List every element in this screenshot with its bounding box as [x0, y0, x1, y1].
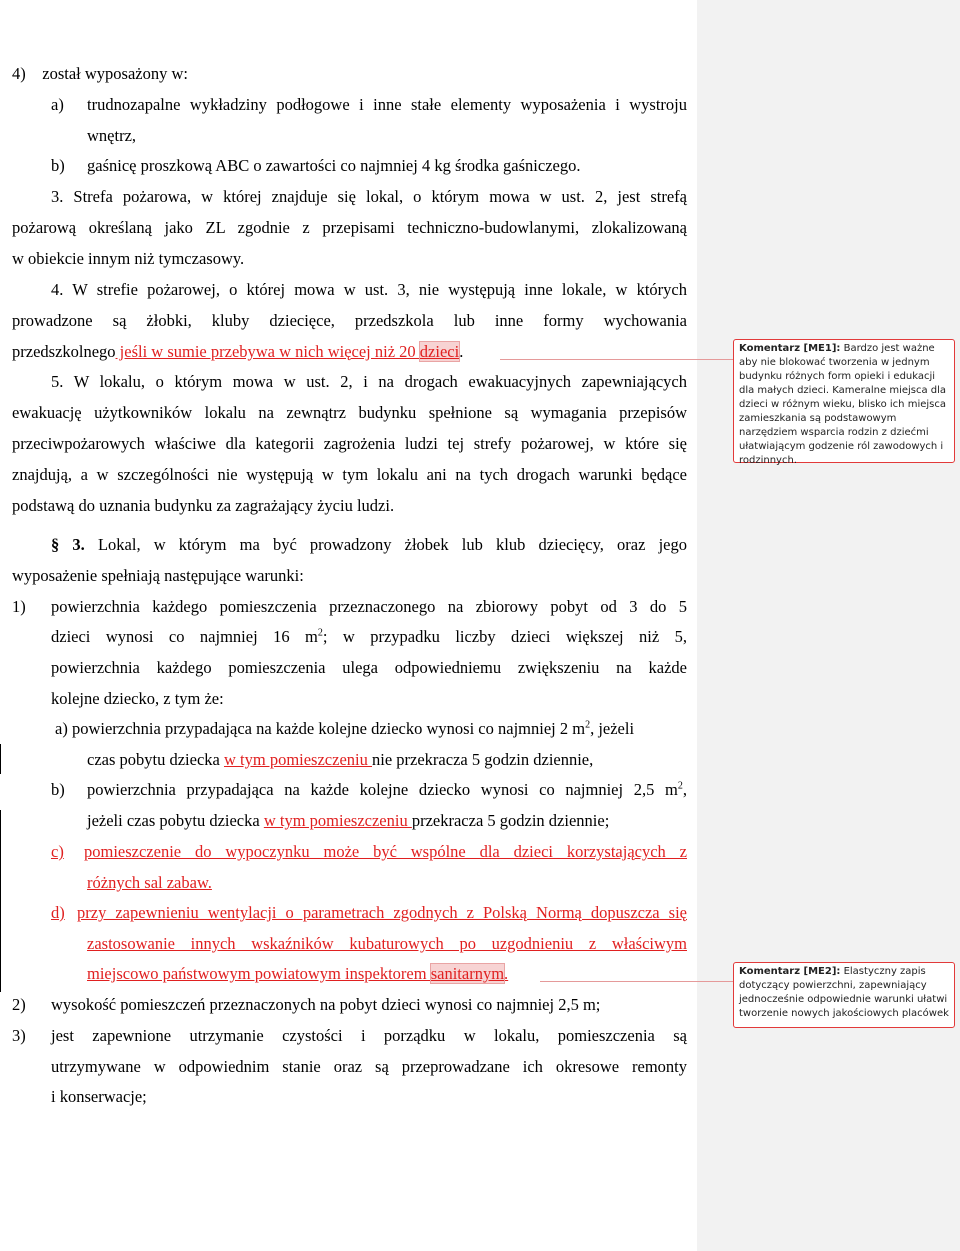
- comment-anchor-me2[interactable]: sanitarnym: [430, 964, 505, 983]
- list-marker-c[interactable]: c): [51, 842, 64, 861]
- list-item-b: gaśnicę proszkową ABC o zawartości co najmniej 4 kg środka gaśniczego.: [87, 156, 581, 175]
- inserted-sub-item-d[interactable]: przy zapewnieniu wentylacji o parametrach zgodnych z Polską Normą dopuszcza się: [77, 903, 687, 922]
- list-item-1-line3: powierzchnia każdego pomieszczenia ulega odpowiedniemu zwiększeniu na każde: [51, 658, 687, 677]
- change-bar: [0, 744, 1, 774]
- text-run: jeżeli czas pobytu dziecka: [87, 811, 264, 830]
- text-run: przedszkolnego: [12, 342, 116, 361]
- list-item-3-line2: utrzymywane w odpowiednim stanie oraz są przeprowadzane ich okresowe remonty: [51, 1057, 687, 1076]
- list-marker-d[interactable]: d): [51, 903, 65, 922]
- list-marker-1: 1): [12, 597, 26, 616]
- sub-item-a-line2: [87, 750, 593, 770]
- list-item-a: trudnozapalne wykładziny podłogowe i inne stałe elementy wyposażenia i wystroju: [87, 95, 687, 114]
- list-marker-b2: b): [51, 780, 65, 799]
- inserted-text[interactable]: w tym pomieszczeniu: [263, 811, 412, 830]
- paragraph-3-line3: w obiekcie innym niż tymczasowy.: [12, 249, 245, 268]
- text-run: , jeżeli: [590, 719, 635, 738]
- paragraph-5-line3: przeciwpożarowych właściwe dla kategorii zagrożenia ludzi tej strefy pożarowej, w które się: [12, 434, 687, 453]
- list-item-1: powierzchnia każdego pomieszczenia przeznaczonego na zbiorowy pobyt od 3 do 5: [51, 597, 687, 616]
- superscript: 2: [677, 780, 683, 792]
- list-marker-2: 2): [12, 995, 26, 1014]
- sub-item-b: [87, 780, 687, 800]
- comment-text: Elastyczny zapis dotyczący powierzchni, zapewniający jednocześnie odpowiednie warunki ułatwi tworzenie nowych jakościowych placówek: [739, 966, 949, 1019]
- sub-item-b-line2: [87, 811, 609, 831]
- list-item-1-line2: [51, 627, 687, 647]
- list-marker-3: 3): [12, 1026, 26, 1045]
- comment-text: Bardzo jest ważne aby nie blokować tworzenia w jednym budynku różnych form opieki i edukacji dla małych dzieci. Kameralne miejsca dla dzieci w różnym wieku, blisko ich miejsca zamieszkania są podstawowym narzędziem wsparcia rodzin z dziećmi ułatwiającym godzenie ról zawodowych i rodzinnych.: [739, 343, 947, 466]
- text-run: nie przekracza 5 godzin dziennie,: [372, 750, 594, 769]
- list-marker-b: b): [51, 156, 65, 175]
- list-item-2: wysokość pomieszczeń przeznaczonych na pobyt dzieci wynosi co najmniej 2,5 m;: [51, 995, 601, 1014]
- list-item-4: 4) został wyposażony w:: [12, 64, 188, 83]
- section-number: § 3.: [51, 535, 85, 554]
- superscript: 2: [317, 627, 323, 639]
- comment-connector-me2: [540, 981, 733, 982]
- text-run: .: [459, 342, 464, 361]
- comment-label: Komentarz [ME2]:: [739, 966, 841, 977]
- text-run: ,: [682, 780, 687, 799]
- paragraph-3-line2: pożarową określaną jako ZL zgodnie z przepisami techniczno-budowlanymi, zlokalizowaną: [12, 218, 687, 237]
- inserted-sub-item-d-line3: [87, 964, 508, 984]
- paragraph-5-line5: podstawą do uznania budynku za zagrażający życiu ludzi.: [12, 496, 395, 515]
- inserted-text[interactable]: miejscowo państwowym powiatowym inspektorem: [87, 964, 431, 983]
- paragraph-4: 4. W strefie pożarowej, o której mowa w ust. 3, nie występują inne lokale, w których: [51, 280, 687, 299]
- comment-balloon-me2[interactable]: [733, 962, 955, 1028]
- comment-label: Komentarz [ME1]:: [739, 343, 841, 354]
- section-3-heading: [51, 535, 687, 555]
- inserted-text[interactable]: w tym pomieszczeniu: [223, 750, 372, 769]
- text-run: powierzchnia przypadająca na każde kolejne dziecko wynosi co najmniej 2,5 m: [87, 780, 678, 799]
- inserted-text[interactable]: .: [504, 964, 509, 983]
- paragraph-3: 3. Strefa pożarowa, w której znajduje się lokal, o którym mowa w ust. 2, jest strefą: [51, 187, 687, 206]
- paragraph-5-line4: znajdują, a w szczególności nie występują w tym lokalu ani na tych drogach warunki będące: [12, 465, 687, 484]
- list-item-a-cont: wnętrz,: [87, 126, 137, 145]
- change-bar: [0, 810, 1, 992]
- inserted-sub-item-d-line2[interactable]: zastosowanie innych wskaźników kubaturowych po uzgodnieniu z właściwym: [87, 934, 687, 953]
- superscript: 2: [585, 719, 591, 731]
- comments-margin: [697, 0, 960, 1251]
- inserted-text[interactable]: jeśli w sumie przebywa w nich więcej niż 20: [115, 342, 420, 361]
- paragraph-4-line2: prowadzone są żłobki, kluby dziecięce, przedszkola lub inne formy wychowania: [12, 311, 687, 330]
- inserted-sub-item-c-line2[interactable]: różnych sal zabaw.: [87, 873, 212, 892]
- comment-balloon-me1[interactable]: [733, 339, 955, 466]
- text-run: czas pobytu dziecka: [87, 750, 224, 769]
- text-run: a) powierzchnia przypadająca na każde kolejne dziecko wynosi co najmniej 2 m: [55, 719, 586, 738]
- list-item-3-line3: i konserwacje;: [51, 1087, 147, 1106]
- text-run: dzieci wynosi co najmniej 16 m: [51, 627, 318, 646]
- sub-item-a: [55, 719, 634, 739]
- text-run: przekracza 5 godzin dziennie;: [411, 811, 610, 830]
- section-3-line2: wyposażenie spełniają następujące warunki:: [12, 566, 304, 585]
- text-run: ; w przypadku liczby dzieci większej niż 5,: [322, 627, 688, 646]
- list-item-3: jest zapewnione utrzymanie czystości i porządku w lokalu, pomieszczenia są: [51, 1026, 687, 1045]
- paragraph-5-line2: ewakuację użytkowników lokalu na zewnątrz budynku spełnione są wymagania przepisów: [12, 403, 687, 422]
- inserted-sub-item-c[interactable]: pomieszczenie do wypoczynku może być wspólne dla dzieci korzystających z: [84, 842, 687, 861]
- paragraph-5: 5. W lokalu, o którym mowa w ust. 2, i na drogach ewakuacyjnych zapewniających: [51, 372, 687, 391]
- list-item-1-line4: kolejne dziecko, z tym że:: [51, 689, 224, 708]
- text-run: Lokal, w którym ma być prowadzony żłobek lub klub dziecięcy, oraz jego: [84, 535, 687, 554]
- paragraph-4-line3: [12, 342, 463, 362]
- comment-anchor-me1[interactable]: dzieci: [419, 342, 460, 361]
- comment-connector-me1: [500, 359, 733, 360]
- list-marker-a: a): [51, 95, 64, 114]
